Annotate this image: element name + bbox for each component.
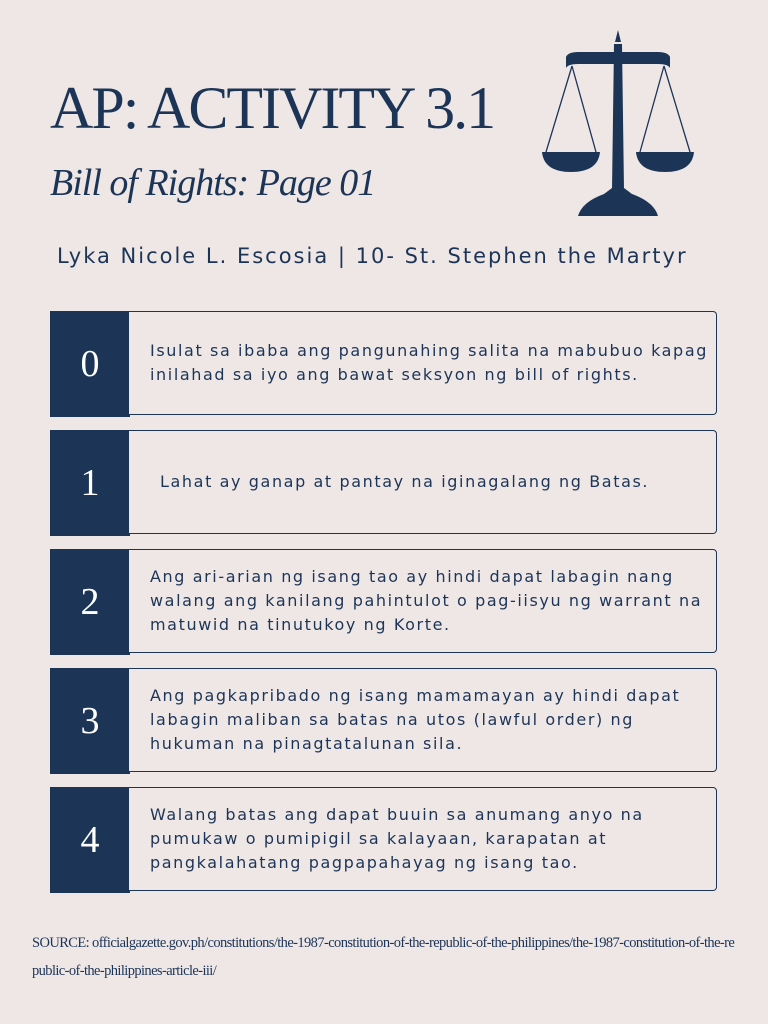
item-box <box>129 787 717 891</box>
item-number: 2 <box>50 549 130 655</box>
item-number: 3 <box>50 668 130 774</box>
source-citation: SOURCE: officialgazette.gov.ph/constitutions/the-1987-constitution-of-the-republic-of-the-philippines/the-1987-constitution-of-the-republic-of-the-philippines-article-iii/ <box>32 935 735 979</box>
item-text: Ang pagkapribado ng isang mamamayan ay hindi dapat labagin maliban sa batas na utos (lawful order) ng hukuman na pinagtatalunan sila. <box>150 686 681 753</box>
item-box <box>129 311 717 415</box>
list-item <box>50 430 718 536</box>
item-text: Isulat sa ibaba ang pangunahing salita na mabubuo kapag inilahad sa iyo ang bawat seksyon ng bill of rights. <box>150 341 708 384</box>
page-subtitle: Bill of Rights: Page 01 <box>50 162 376 204</box>
item-text: Walang batas ang dapat buuin sa anumang anyo na pumukaw o pumipigil sa kalayaan, karapatan at pangkalahatang pagpapahayag ng isang tao. <box>150 805 644 872</box>
item-box <box>129 430 717 534</box>
list-item <box>50 549 718 655</box>
item-number: 0 <box>50 311 130 417</box>
item-text: Lahat ay ganap at pantay na iginagalang ng Batas. <box>160 472 650 491</box>
list-item <box>50 311 718 417</box>
page-title: AP: ACTIVITY 3.1 <box>50 75 495 141</box>
item-box <box>129 549 717 653</box>
item-number: 4 <box>50 787 130 893</box>
item-box <box>129 668 717 772</box>
item-text: Ang ari-arian ng isang tao ay hindi dapat labagin nang walang ang kanilang pahintulot o pag-iisyu ng warrant na matuwid na tinutukoy ng Korte. <box>150 567 703 634</box>
scales-of-justice-icon <box>538 30 698 220</box>
item-number: 1 <box>50 430 130 536</box>
list-item <box>50 787 718 893</box>
author-line: Lyka Nicole L. Escosia | 10- St. Stephen the Martyr <box>57 244 688 268</box>
list-item <box>50 668 718 774</box>
bill-of-rights-list <box>50 311 718 906</box>
